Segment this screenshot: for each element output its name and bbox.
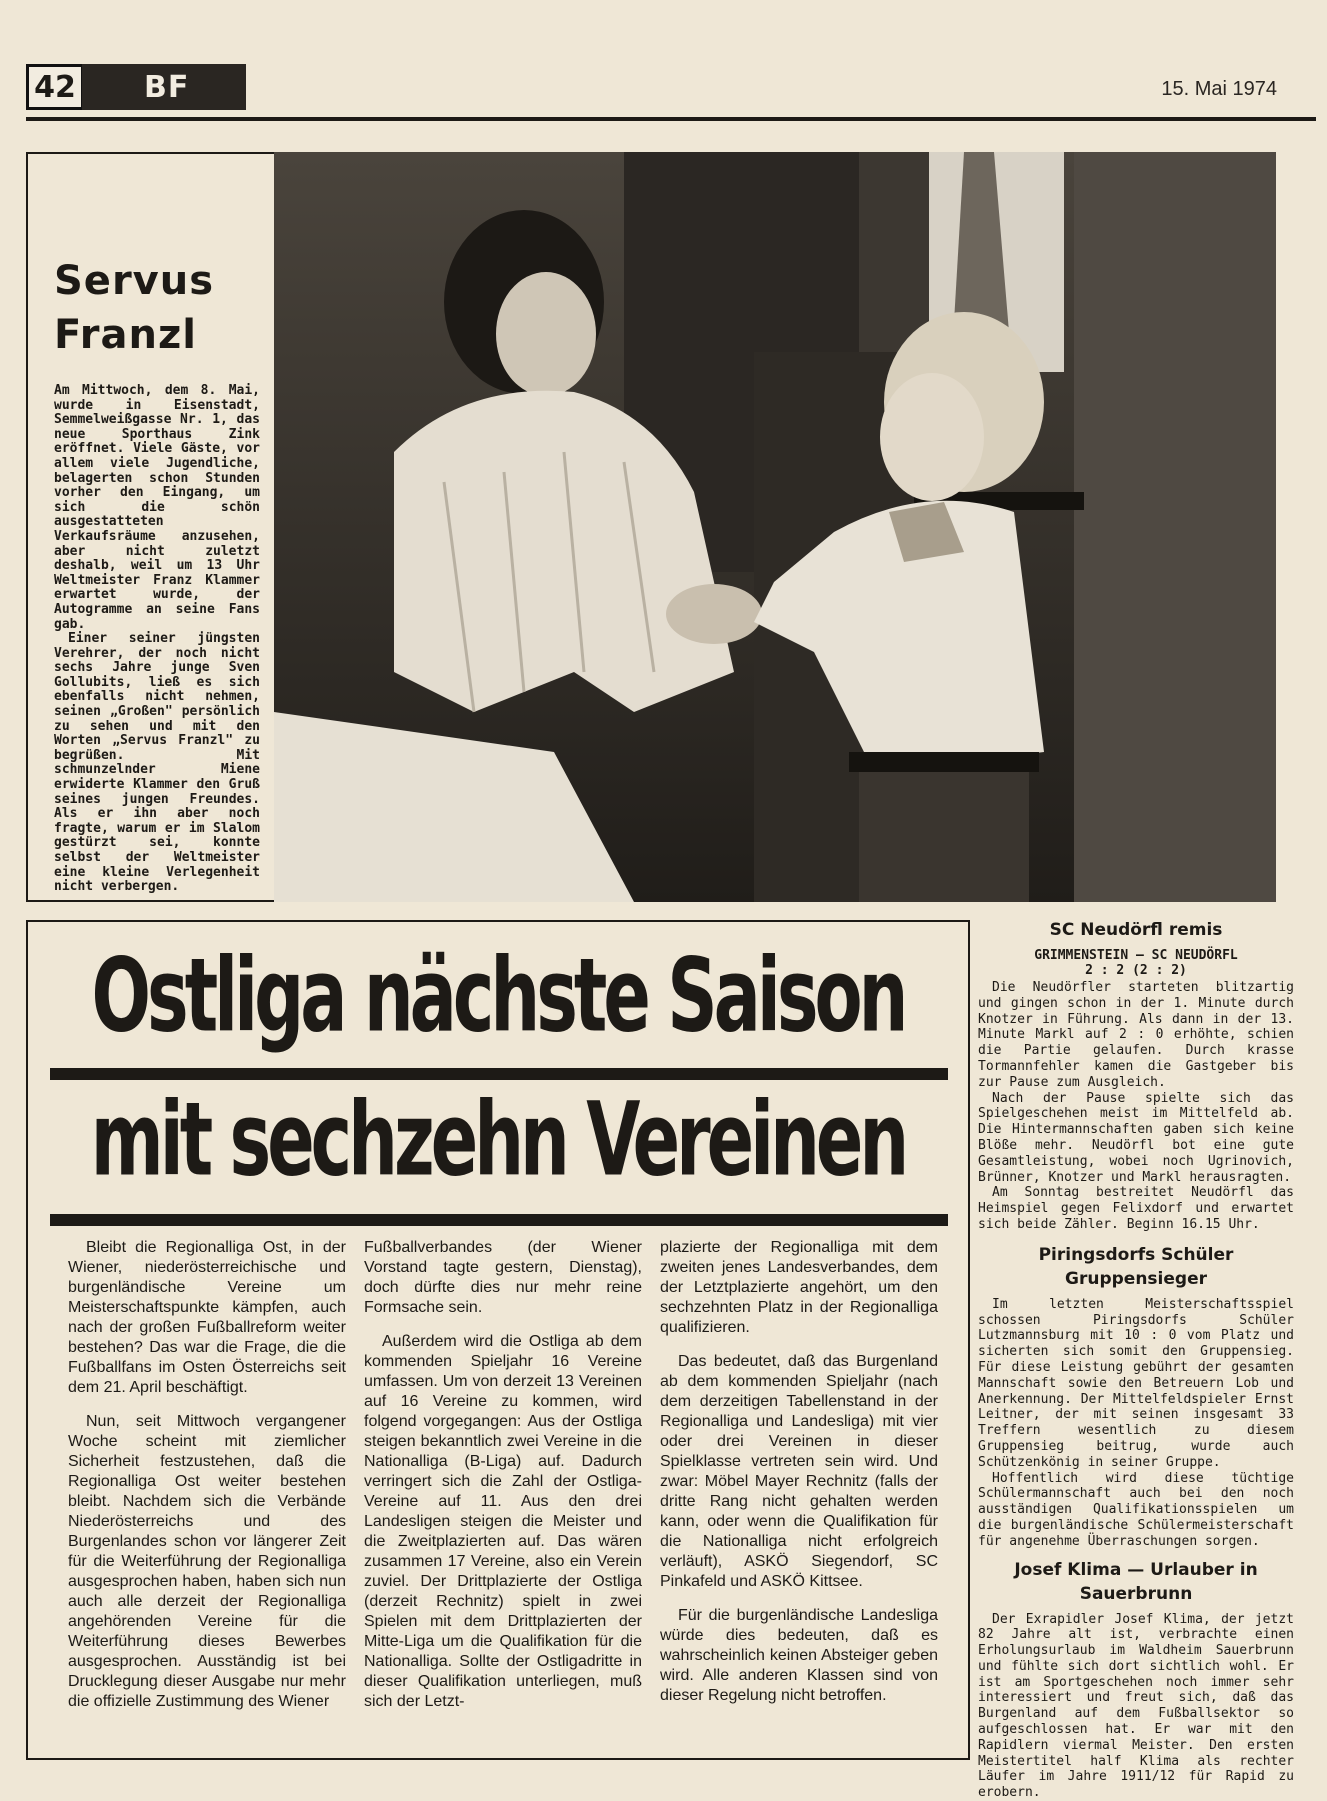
piringsdorf-headline-line: Gruppensieger: [1065, 1269, 1207, 1289]
main-headline-line-2: mit sechzehn Vereinen: [28, 1080, 968, 1199]
servus-body: [54, 384, 260, 895]
background-figure-coat: [1074, 152, 1276, 902]
klima-headline: [978, 1558, 1294, 1606]
article-column-3: [660, 1238, 938, 1726]
piringsdorf-article: [978, 1243, 1294, 1550]
right-column: [978, 918, 1294, 1801]
photo-illustration: [274, 152, 1276, 902]
neudoerfl-article: [978, 918, 1294, 1233]
news-photo: [274, 152, 1276, 902]
servus-paragraph: Einer seiner jüngsten Verehrer, der noch nicht sechs Jahre junge Sven Gollubits, ließ es sich ebenfalls nicht nehmen, seinen „Großen" persönlich zu sehen und mit den Worten „Servus Franzl" zu begrüßen. Mit schmunzelnder Miene erwiderte Klammer den Gruß seines jungen Freundes. Als er ihn aber noch fragte, warum er im Slalom gestürzt sei, konnte selbst der Weltmeister eine kleine Verlegenheit nicht verbergen.: [54, 632, 260, 895]
article-paragraph: Nun, seit Mittwoch vergangener Woche scheint mit ziemlicher Sicherheit festzustehen, daß die Regionalliga Ost weiter bestehen bleibt. Nachdem sich die Verbände Niederösterreichs und des Burgenlandes schon vor längerer Zeit für die Weiterführung der Regionalliga ausgesprochen haben, haben sich nun auch alle derzeit der Regionalliga angehörenden Vereine für die Weiterführung dieses Bewerbes ausgesprochen. Ausständig ist bei Drucklegung dieser Ausgabe nur mehr die offizielle Zustimmung des Wiener: [68, 1412, 346, 1712]
article-paragraph: Außerdem wird die Ostliga ab dem kommenden Spieljahr 16 Vereine umfassen. Um von derzeit 13 Vereinen auf 16 Vereine zu kommen, wird folgend vorgegangen: Aus der Ostliga steigen bekanntlich zwei Vereine in die Nationalliga (B-Liga) auf. Dadurch verringert sich die Zahl der Ostliga-Vereine auf 11. Aus den drei Landesligen steigen die Meister und die Zweitplazierten auf. Das wären zusammen 17 Vereine, also ein Verein zuviel. Der Drittplazierte der Ostliga (derzeit Rechnitz) spielt in zwei Spielen mit dem Drittplazierten der Mitte-Liga um die Qualifikation für die Nationalliga. Sollte der Ostligadritte in dieser Qualifikation unterliegen, muß sich der Letzt-: [364, 1332, 642, 1712]
servus-article: [26, 152, 276, 902]
man-face: [496, 272, 596, 396]
piringsdorf-body: [978, 1297, 1294, 1550]
servus-headline: [54, 254, 260, 362]
article-paragraph: plazierte der Regionalliga mit dem zweiten jenes Landesverbandes, dem der Letztplazierte angehört, um den sechzehnten Platz in der Regionalliga qualifizieren.: [660, 1238, 938, 1338]
main-article: [26, 920, 970, 1760]
page-number: 42: [26, 64, 84, 110]
klima-body: [978, 1612, 1294, 1801]
article-paragraph: Das bedeutet, daß das Burgenland ab dem kommenden Spieljahr (nach dem derzeitigen Tabellenstand in der Regionalliga und Landesliga) mit vier oder drei Vereinen in dieser Spielklasse vertreten sein wird. Und zwar: Möbel Mayer Rechnitz (falls der dritte Rang nicht gehalten werden kann, oder wenn die Qualifikation für die Nationalliga nicht erfolgreich verläuft), ASKÖ Siegendorf, SC Pinkafeld und ASKÖ Kittsee.: [660, 1352, 938, 1592]
neudoerfl-headline: SC Neudörfl remis: [978, 918, 1294, 942]
handshake: [666, 584, 762, 644]
headline-rule: [50, 1214, 948, 1226]
article-paragraph: Bleibt die Regionalliga Ost, in der Wiener, niederösterreichische und burgenländische Vereine um Meisterschaftspunkte kämpfen, auch nach der großen Fußballreform weiter bestehen? Das war die Frage, die die Fußballfans im Osten Österreichs seit dem 21. April beschäftigt.: [68, 1238, 346, 1398]
match-score: 2 : 2 (2 : 2): [978, 963, 1294, 978]
servus-headline-line: Servus: [54, 258, 214, 304]
klima-headline-line: Sauerbrunn: [1080, 1584, 1193, 1604]
issue-date: 15. Mai 1974: [1161, 78, 1277, 101]
section-tag: BF: [82, 64, 246, 110]
article-paragraph: Fußballverbandes (der Wiener Vorstand tagte gestern, Dienstag), doch dürfte dies nur mehr reine Formsache sein.: [364, 1238, 642, 1318]
child-face: [880, 373, 984, 501]
main-headline-line-1: Ostliga nächste Saison: [28, 936, 968, 1055]
klima-headline-line: Josef Klima — Urlauber in: [1014, 1560, 1257, 1580]
piringsdorf-headline-line: Piringsdorfs Schüler: [1039, 1245, 1234, 1265]
child-trousers: [859, 772, 1029, 902]
neudoerfl-paragraph: Nach der Pause spielte sich das Spielgeschehen meist im Mittelfeld ab. Die Hintermannschaften gaben sich keine Blöße mehr. Neudörfl bot eine gute Gesamtleistung, wobei noch Ugrinovich, Brünner, Knotzer und Markl herausragten.: [978, 1091, 1294, 1186]
klima-paragraph: Der Exrapidler Josef Klima, der jetzt 82 Jahre alt ist, verbrachte einen Erholungsurlaub im Waldheim Sauerbrunn und fühlte sich dort sichtlich wohl. Er ist am Sportgeschehen noch immer sehr interessiert und freut sich, daß das Burgenland auf dem Fußballsektor so aufgeschlossen hat. Er war mit den Rapidlern viermal Meister. Den ersten Meistertitel half Klima als rechter Läufer im Jahre 1911/12 für Rapid zu erobern.: [978, 1612, 1294, 1801]
neudoerfl-paragraph: Die Neudörfler starteten blitzartig und gingen schon in der 1. Minute durch Knotzer in Führung. Als dann in der 13. Minute Markl auf 2 : 0 erhöhte, schien die Partie gelaufen. Durch krasse Tormannfehler kamen die Gastgeber bis zur Pause zum Ausgleich.: [978, 980, 1294, 1091]
servus-headline-line: Franzl: [54, 312, 197, 358]
servus-paragraph: Am Mittwoch, dem 8. Mai, wurde in Eisenstadt, Semmelweißgasse Nr. 1, das neue Sporthaus Zink eröffnet. Viele Gäste, vor allem viele Jugendliche, belagerten schon Stunden vorher den Eingang, um sich die schön ausgestatteten Verkaufsräume anzusehen, aber nicht zuletzt deshalb, weil um 13 Uhr Weltmeister Franz Klammer erwartet wurde, der Autogramme an seine Fans gab.: [54, 384, 260, 632]
article-column-1: [68, 1238, 346, 1726]
article-paragraph: Für die burgenländische Landesliga würde dies bedeuten, daß es wahrscheinlich keinen Absteiger geben wird. Alle anderen Klassen sind von dieser Regelung nicht betroffen.: [660, 1606, 938, 1706]
klima-article: [978, 1558, 1294, 1801]
headline-rule: [50, 1068, 948, 1080]
piringsdorf-paragraph: Hoffentlich wird diese tüchtige Schülermannschaft auch bei den noch ausständigen Qualifikationsspielen um die burgenländische Schülermeisterschaft für angenehme Überraschungen sorgen.: [978, 1471, 1294, 1550]
article-columns: [68, 1238, 938, 1726]
piringsdorf-paragraph: Im letzten Meisterschaftsspiel schossen Piringsdorfs Schüler Lutzmannsburg mit 10 : 0 vom Platz und sicherten sich somit den Gruppensieg. Für diese Leistung gebührt der gesamten Mannschaft sowie den Betreuern Lob und Anerkennung. Der Mittelfeldspieler Ernst Leitner, der mit seinen insgesamt 33 Treffern wesentlich zu diesem Gruppensieg beitrug, wurde auch Schützenkönig in seiner Gruppe.: [978, 1297, 1294, 1471]
neudoerfl-paragraph: Am Sonntag bestreitet Neudörfl das Heimspiel gegen Felixdorf und erwartet sich beide Zähler. Beginn 16.15 Uhr.: [978, 1185, 1294, 1232]
article-column-2: [364, 1238, 642, 1726]
neudoerfl-body: [978, 980, 1294, 1233]
match-teams: GRIMMENSTEIN — SC NEUDÖRFL: [978, 948, 1294, 963]
header-rule: [26, 117, 1316, 121]
child-belt: [849, 752, 1039, 772]
piringsdorf-headline: [978, 1243, 1294, 1291]
